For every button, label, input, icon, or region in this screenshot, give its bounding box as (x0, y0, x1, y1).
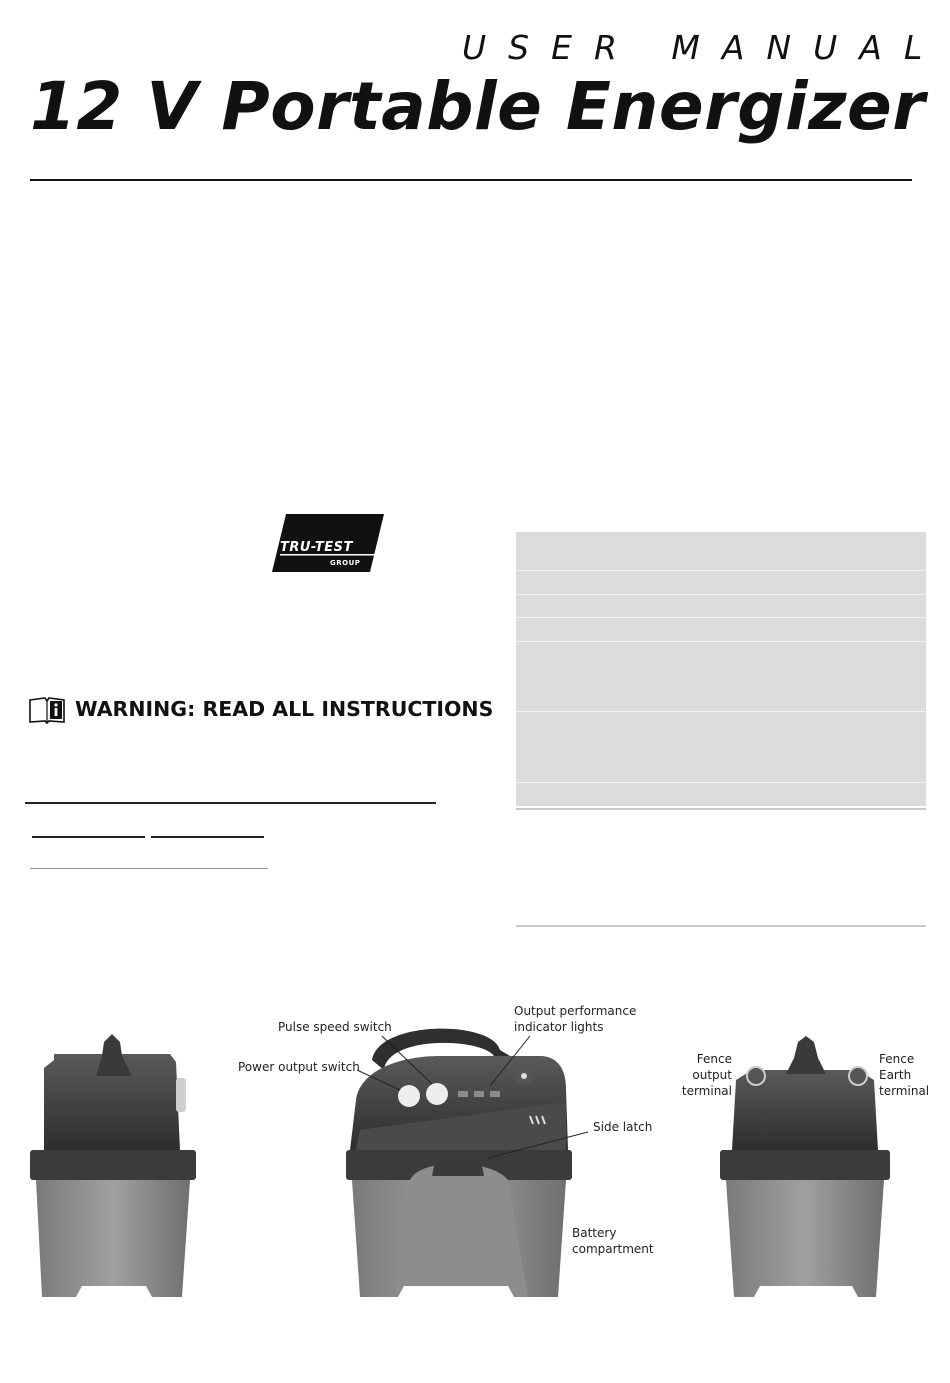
energizer-side-view (30, 1034, 196, 1297)
label-indicator-lights: indicator lights (514, 1020, 604, 1034)
label-battery: Battery (572, 1226, 617, 1240)
label-power-output-switch: Power output switch (238, 1060, 360, 1074)
table-row-divider (516, 711, 926, 712)
table-row-divider (516, 641, 926, 642)
label-fence-output: Fence (696, 1052, 732, 1066)
energizer-back-view (720, 1036, 890, 1297)
form-line (30, 868, 268, 869)
energizer-illustrations (0, 990, 950, 1383)
spec-table (516, 532, 926, 806)
title-divider (30, 179, 912, 181)
table-row-divider (516, 570, 926, 571)
energizer-front-view (346, 1029, 572, 1297)
logo-wordmark: TRU-TEST (280, 540, 353, 555)
label-pulse-speed-switch: Pulse speed switch (278, 1020, 392, 1034)
table-divider (516, 808, 926, 810)
label-fence-earth-terminal: terminal (879, 1084, 930, 1098)
form-line (25, 802, 436, 804)
logo-group: GROUP (330, 559, 361, 567)
label-fence-output-terminal: terminal (681, 1084, 732, 1098)
form-line (151, 836, 264, 838)
label-fence-output-2: output (692, 1068, 732, 1082)
warning-heading: WARNING: READ ALL INSTRUCTIONS (75, 697, 494, 721)
label-battery-compartment: compartment (572, 1242, 654, 1256)
manual-info-icon (28, 697, 66, 724)
document-title: 12 V Portable Energizer (30, 68, 926, 145)
label-side-latch: Side latch (593, 1120, 653, 1134)
label-fence-earth: Fence (879, 1052, 915, 1066)
table-divider (516, 925, 926, 927)
label-fence-earth-2: Earth (879, 1068, 912, 1082)
manual-subtitle: USER MANUAL (462, 28, 945, 67)
table-row-divider (516, 594, 926, 595)
table-row-divider (516, 617, 926, 618)
label-output-performance: Output performance (514, 1004, 637, 1018)
form-line (32, 836, 145, 838)
table-row-divider (516, 782, 926, 783)
